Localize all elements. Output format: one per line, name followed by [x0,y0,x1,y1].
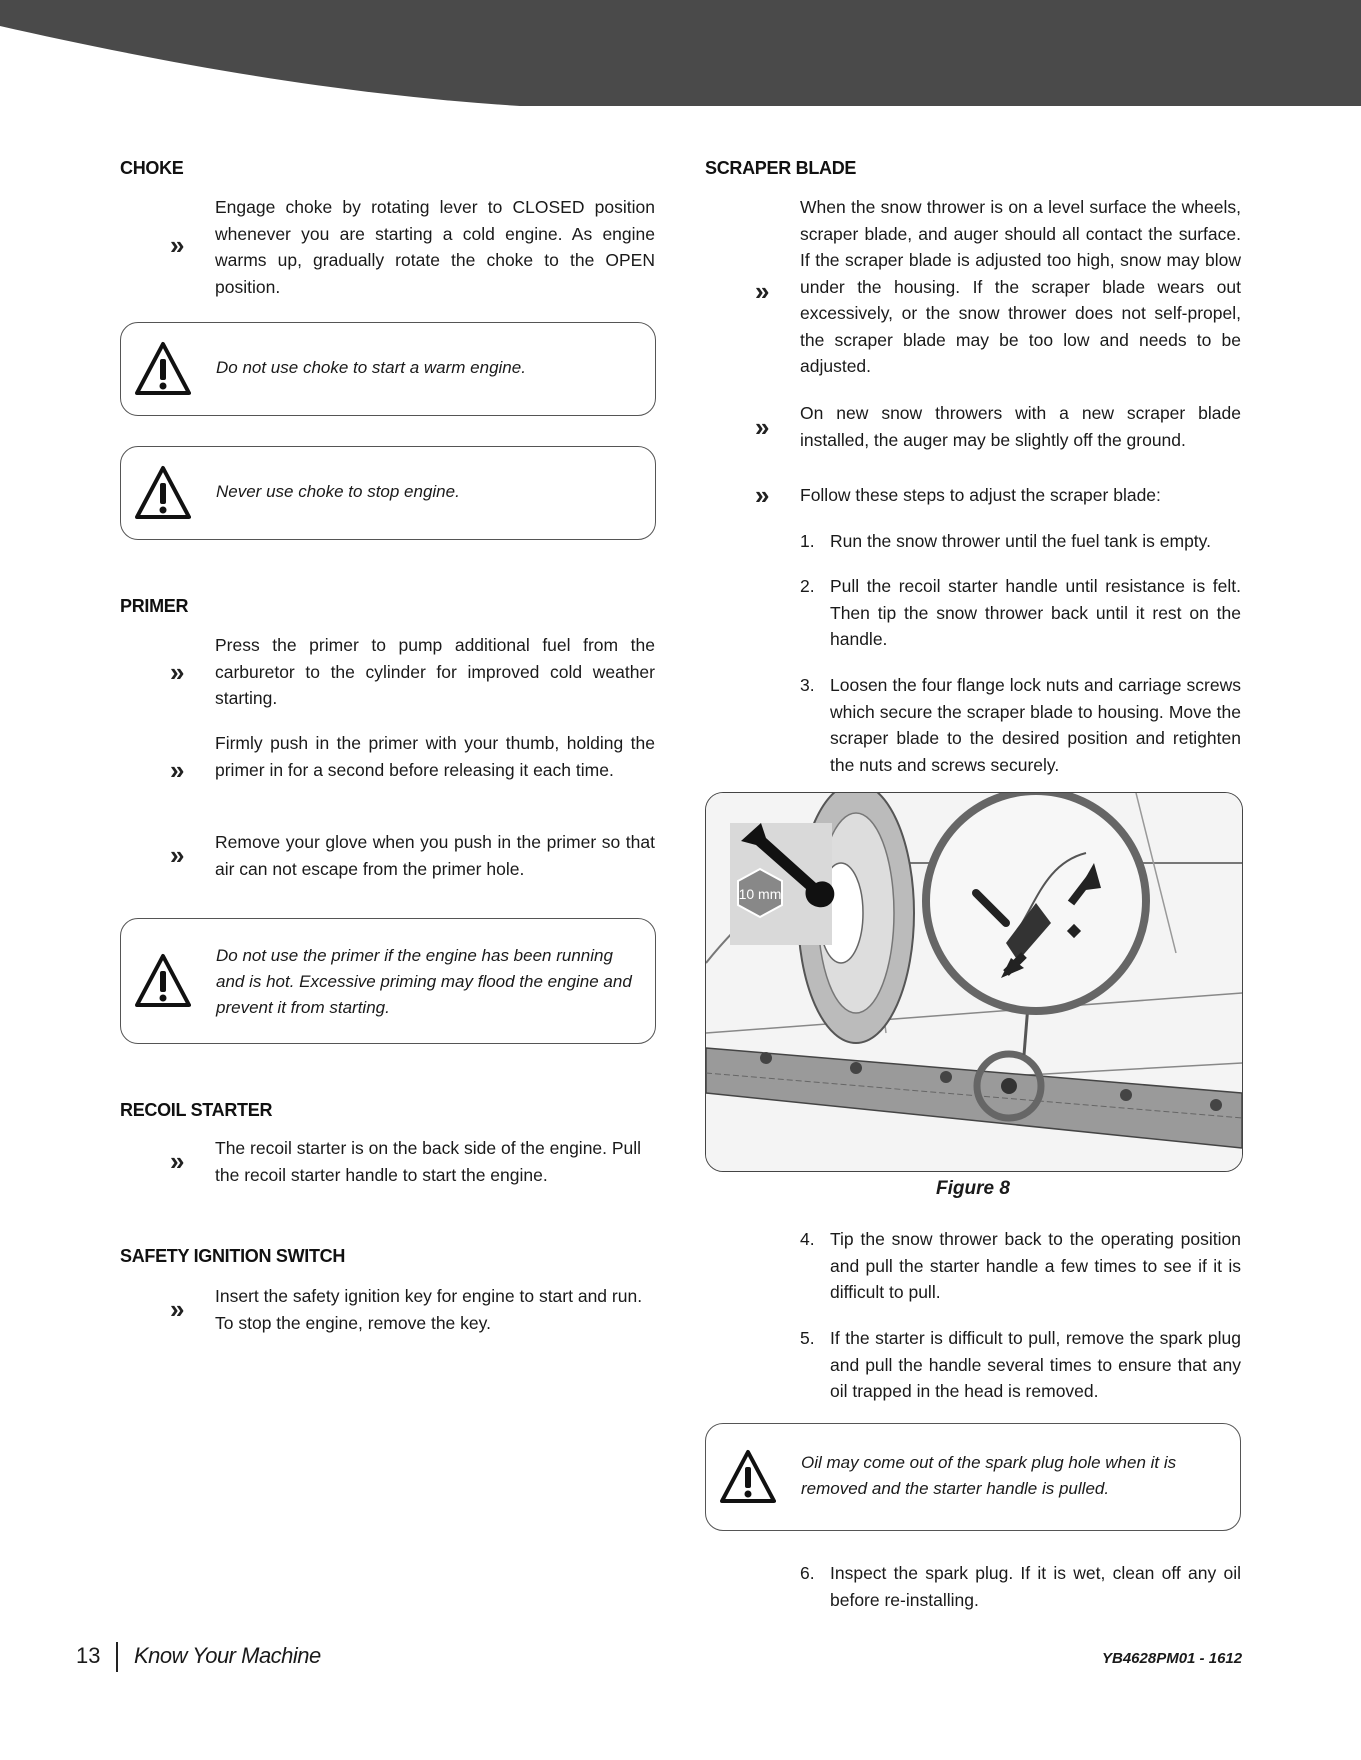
step-number: 5. [800,1328,815,1348]
warning-triangle-icon [135,465,191,521]
bullet-icon: » [170,657,185,687]
bullet-icon: » [170,1146,185,1176]
primer-bullet: Press the primer to pump additional fuel from the carburetor to the cylinder for improved cold weather starting. [215,635,655,708]
warning-box [120,322,656,416]
warning-box [120,446,656,540]
scraper-blade-diagram [706,793,1242,1171]
bullet-icon: » [170,230,185,260]
step-text: If the starter is difficult to pull, remove the spark plug and pull the handle several times to ensure that any oil trapped in the head is removed. [830,1328,1241,1401]
warning-triangle-icon [135,341,191,397]
primer-heading: PRIMER [120,596,189,616]
figure-8-illustration [705,792,1243,1172]
document-code: YB4628PM01 - 1612 [1102,1650,1243,1667]
recoil-heading: RECOIL STARTER [120,1100,273,1120]
warning-text: Oil may come out of the spark plug hole when it is removed and the starter handle is pulled. [801,1453,1177,1498]
choke-text: Engage choke by rotating lever to CLOSED position whenever you are starting a cold engine. As engine warms up, gradually rotate the choke to the OPEN position. [215,197,655,297]
recoil-text: The recoil starter is on the back side of the engine. Pull the recoil starter handle to start the engine. [215,1138,642,1185]
warning-text: Do not use choke to start a warm engine. [216,358,526,377]
warning-triangle-icon [135,953,191,1009]
bullet-icon: » [755,480,770,510]
choke-heading: CHOKE [120,158,184,178]
step-number: 4. [800,1229,815,1249]
scraper-bullet: Follow these steps to adjust the scraper blade: [800,485,1161,505]
bullet-icon: » [170,840,185,870]
tool-size-label: 10 mm [738,886,782,902]
step-number: 6. [800,1563,815,1583]
step-number: 1. [800,531,815,551]
bullet-icon: » [170,755,185,785]
header-band [0,0,1361,106]
safety-text: Insert the safety ignition key for engine to start and run. To stop the engine, remove the key. [215,1286,643,1333]
bullet-icon: » [170,1294,185,1324]
warning-box [120,918,656,1044]
figure-caption: Figure 8 [936,1178,1010,1199]
page-number: 13 [76,1643,101,1668]
primer-bullet: Firmly push in the primer with your thumb, holding the primer in for a second before releasing it each time. [215,733,655,780]
bullet-icon: » [755,276,770,306]
step-text: Loosen the four flange lock nuts and carriage screws which secure the scraper blade to housing. Move the scraper blade to the desired position and retighten the nuts and screws securely. [830,675,1241,775]
step-number: 2. [800,576,815,596]
section-title: Know Your Machine [134,1643,321,1668]
step-text: Pull the recoil starter handle until resistance is felt. Then tip the snow thrower back until it rest on the handle. [830,576,1241,649]
warning-triangle-icon [720,1449,776,1505]
safety-heading: SAFETY IGNITION SWITCH [120,1246,346,1266]
warning-box [705,1423,1241,1531]
warning-text: Do not use the primer if the engine has been running and is hot. Excessive priming may flood the engine and prevent it from starting. [216,946,632,1017]
footer-divider [116,1642,118,1672]
bullet-icon: » [755,412,770,442]
scraper-bullet: On new snow throwers with a new scraper blade installed, the auger may be slightly off the ground. [800,403,1241,450]
step-text: Tip the snow thrower back to the operating position and pull the starter handle a few times to see if it is difficult to pull. [830,1229,1241,1302]
scraper-heading: SCRAPER BLADE [705,158,857,178]
step-text: Run the snow thrower until the fuel tank is empty. [830,531,1211,551]
step-number: 3. [800,675,815,695]
scraper-bullet: When the snow thrower is on a level surface the wheels, scraper blade, and auger should all contact the surface. If the scraper blade is adjusted too high, snow may blow under the housing. If the scraper blade wears out excessively, or the snow thrower does not self-propel, the scraper blade may be too low and needs to be adjusted. [800,197,1241,376]
step-text: Inspect the spark plug. If it is wet, clean off any oil before re-installing. [830,1563,1241,1610]
primer-bullet: Remove your glove when you push in the primer so that air can not escape from the primer hole. [215,832,655,879]
warning-text: Never use choke to stop engine. [216,482,460,501]
